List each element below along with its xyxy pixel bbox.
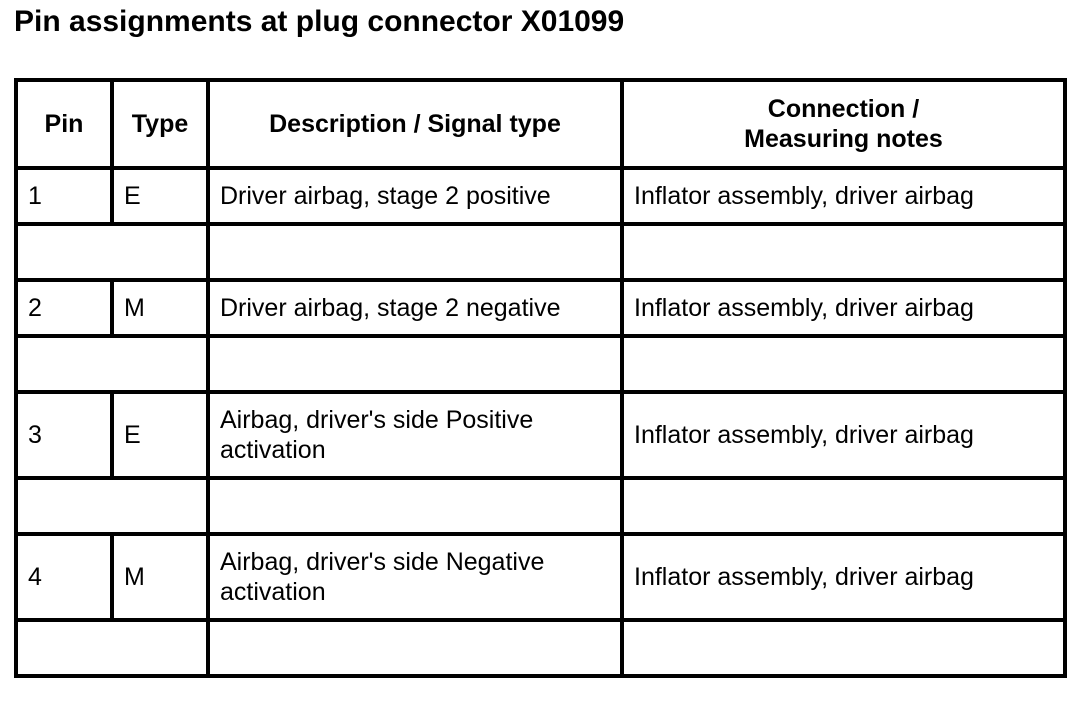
description-cell: Airbag, driver's side Negative activation [208, 534, 622, 620]
header-description: Description / Signal type [208, 80, 622, 168]
spacer-cell [622, 620, 1065, 676]
pin-cell: 3 [16, 392, 112, 478]
spacer-cell [622, 224, 1065, 280]
table-header-row [16, 80, 1065, 168]
pin-cell: 1 [16, 168, 112, 224]
spacer-cell [208, 478, 622, 534]
table-row [16, 392, 1065, 478]
spacer-cell [16, 478, 208, 534]
connection-cell: Inflator assembly, driver airbag [622, 280, 1065, 336]
pin-cell: 4 [16, 534, 112, 620]
header-pin: Pin [16, 80, 112, 168]
type-cell: M [112, 280, 208, 336]
pin-assignment-table [14, 78, 1067, 678]
type-cell: E [112, 168, 208, 224]
spacer-row [16, 620, 1065, 676]
spacer-cell [208, 336, 622, 392]
spacer-row [16, 336, 1065, 392]
spacer-row [16, 224, 1065, 280]
spacer-cell [16, 336, 208, 392]
table-row [16, 168, 1065, 224]
table-row [16, 534, 1065, 620]
page-title: Pin assignments at plug connector X01099 [14, 5, 625, 38]
description-cell: Airbag, driver's side Positive activation [208, 392, 622, 478]
header-connection-line1: Connection / [767, 95, 920, 123]
connection-cell: Inflator assembly, driver airbag [622, 168, 1065, 224]
spacer-cell [16, 224, 208, 280]
connection-cell: Inflator assembly, driver airbag [622, 392, 1065, 478]
type-cell: M [112, 534, 208, 620]
spacer-cell [622, 336, 1065, 392]
header-connection-line2: Measuring notes [744, 125, 943, 153]
header-type: Type [112, 80, 208, 168]
spacer-row [16, 478, 1065, 534]
type-cell: E [112, 392, 208, 478]
description-cell: Driver airbag, stage 2 positive [208, 168, 622, 224]
header-connection [622, 80, 1065, 168]
pin-cell: 2 [16, 280, 112, 336]
table-row [16, 280, 1065, 336]
spacer-cell [208, 224, 622, 280]
spacer-cell [208, 620, 622, 676]
connection-cell: Inflator assembly, driver airbag [622, 534, 1065, 620]
description-cell: Driver airbag, stage 2 negative [208, 280, 622, 336]
spacer-cell [16, 620, 208, 676]
spacer-cell [622, 478, 1065, 534]
